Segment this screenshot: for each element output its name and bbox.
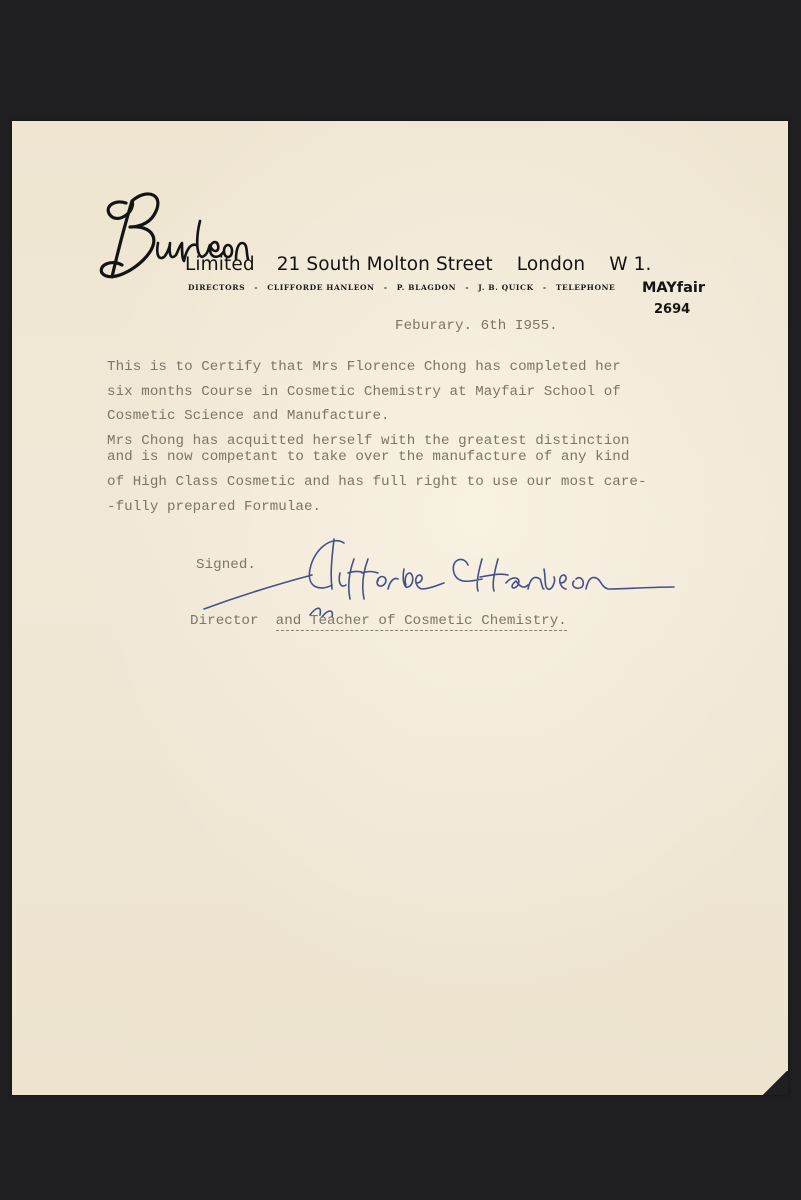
letter-date: Feburary. 6th I955. — [395, 318, 558, 334]
postcode: W 1. — [609, 254, 652, 275]
letter-body-line: This is to Certify that Mrs Florence Chong has completed her — [107, 359, 621, 375]
letter-sheet — [12, 121, 788, 1095]
telephone-number: 2694 — [654, 302, 691, 317]
telephone-exchange: MAYfair — [642, 280, 705, 296]
director-suffix: and Teacher of Cosmetic Chemistry. — [275, 613, 567, 629]
director-prefix: Director — [190, 613, 259, 629]
director-name: CLIFFORDE HANLEON — [267, 283, 375, 292]
director-name: P. BLAGDON — [396, 283, 457, 292]
street-address: 21 South Molton Street — [276, 254, 493, 275]
telephone-label: TELEPHONE — [555, 283, 616, 292]
director-title — [190, 613, 567, 629]
letterhead-address — [185, 254, 651, 275]
paper-corner — [762, 1071, 788, 1095]
letter-body-line: six months Course in Cosmetic Chemistry at Mayfair School of — [107, 384, 621, 400]
separator: - — [254, 283, 259, 292]
letter-body-line: of High Class Cosmetic and has full right to use our most care- — [107, 474, 647, 490]
letter-body-line: Cosmetic Science and Manufacture. — [107, 408, 390, 424]
directors-label: DIRECTORS — [188, 283, 246, 292]
letter-body-line: -fully prepared Formulae. — [107, 499, 322, 515]
city: London — [516, 254, 586, 275]
directors-line — [188, 283, 621, 292]
separator: - — [465, 283, 470, 292]
director-name: J. B. QUICK — [478, 283, 534, 292]
letter-body-line: Mrs Chong has acquitted herself with the greatest distinction — [107, 433, 630, 449]
letter-body-line: and is now competant to take over the manufacture of any kind — [107, 449, 630, 465]
company-limited: Limited — [185, 254, 255, 275]
separator: - — [383, 283, 388, 292]
signed-label: Signed. — [196, 557, 256, 573]
separator: - — [542, 283, 547, 292]
